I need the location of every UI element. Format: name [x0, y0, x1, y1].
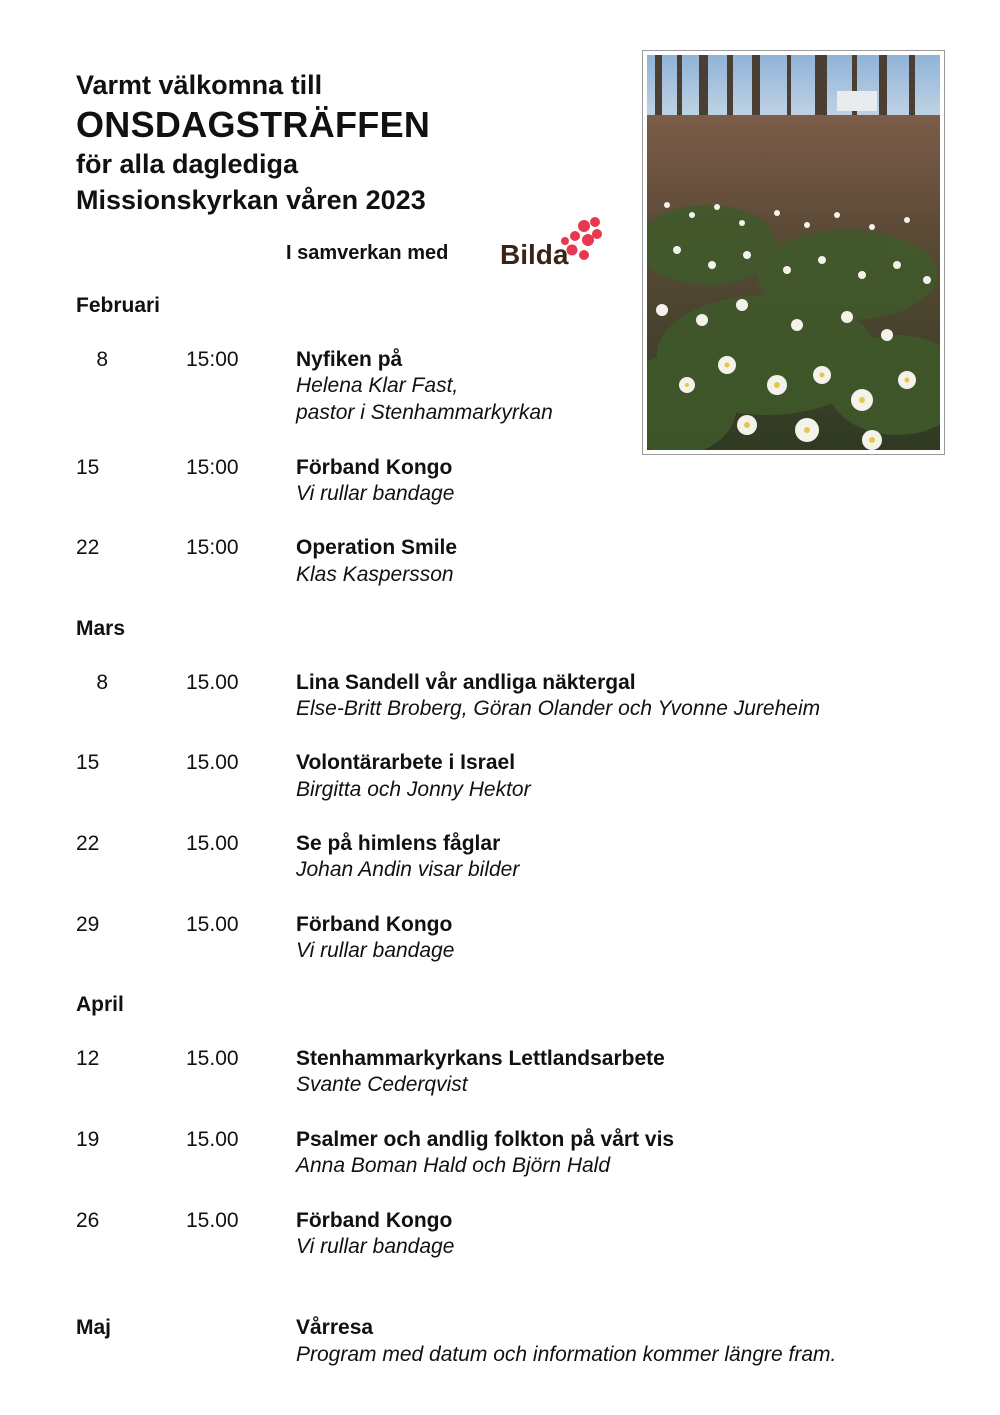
page-title: ONSDAGSTRÄFFEN	[76, 104, 431, 145]
event-description: Program med datum och information kommer längre fram.	[296, 1343, 837, 1366]
event-description: Anna Boman Hald och Björn Hald	[296, 1154, 611, 1177]
event-title: Stenhammarkyrkans Lettlandsarbete	[296, 1047, 665, 1070]
event-time: 15.00	[186, 671, 239, 694]
month-heading-april: April	[76, 993, 124, 1016]
bilda-logo	[498, 212, 608, 268]
anemone-forest-image	[647, 55, 940, 450]
event-time: 15.00	[186, 1209, 239, 1232]
event-title: Operation Smile	[296, 536, 458, 559]
event-title: Se på himlens fåglar	[296, 832, 501, 855]
event-time: 15.00	[186, 1128, 239, 1151]
event-description: pastor i Stenhammarkyrkan	[296, 401, 553, 424]
event-time: 15:00	[186, 348, 239, 371]
event-day: 15	[76, 456, 100, 479]
event-description: Birgitta och Jonny Hektor	[296, 778, 531, 801]
event-time: 15.00	[186, 1047, 239, 1070]
event-day: 26	[76, 1209, 100, 1232]
month-heading-february: Februari	[76, 294, 161, 317]
event-day: 8	[96, 671, 108, 694]
event-day: 19	[76, 1128, 100, 1151]
anemone-photo	[642, 50, 945, 455]
event-description: Klas Kaspersson	[296, 563, 454, 586]
intro-heading: Varmt välkomna till	[76, 70, 323, 100]
event-time: 15:00	[186, 536, 239, 559]
event-day: 22	[76, 536, 100, 559]
location-season-heading: Missionskyrkan våren 2023	[76, 185, 426, 215]
event-title: Volontärarbete i Israel	[296, 751, 516, 774]
month-heading-march: Mars	[76, 617, 126, 640]
event-description: Helena Klar Fast,	[296, 374, 459, 397]
event-time: 15.00	[186, 751, 239, 774]
event-title: Vårresa	[296, 1316, 374, 1339]
event-description: Johan Andin visar bilder	[296, 858, 520, 881]
event-description: Svante Cederqvist	[296, 1073, 468, 1096]
audience-heading: för alla daglediga	[76, 149, 299, 179]
bilda-logo-text: Bilda	[500, 239, 569, 268]
event-time: 15:00	[186, 456, 239, 479]
event-day: 12	[76, 1047, 100, 1070]
event-day: 22	[76, 832, 100, 855]
event-time: 15.00	[186, 832, 239, 855]
event-description: Vi rullar bandage	[296, 939, 455, 962]
event-day: 8	[96, 348, 108, 371]
event-description: Vi rullar bandage	[296, 1235, 455, 1258]
event-description: Else-Britt Broberg, Göran Olander och Yvonne Jureheim	[296, 697, 821, 720]
event-day: 29	[76, 913, 100, 936]
event-title: Förband Kongo	[296, 913, 453, 936]
cooperation-label: I samverkan med	[286, 242, 449, 264]
event-description: Vi rullar bandage	[296, 482, 455, 505]
event-title: Nyfiken på	[296, 348, 403, 371]
event-title: Förband Kongo	[296, 456, 453, 479]
event-day: 15	[76, 751, 100, 774]
event-title: Lina Sandell vår andliga näktergal	[296, 671, 636, 694]
event-title: Psalmer och andlig folkton på vårt vis	[296, 1128, 675, 1151]
month-heading-may: Maj	[76, 1316, 112, 1339]
event-time: 15.00	[186, 913, 239, 936]
event-title: Förband Kongo	[296, 1209, 453, 1232]
